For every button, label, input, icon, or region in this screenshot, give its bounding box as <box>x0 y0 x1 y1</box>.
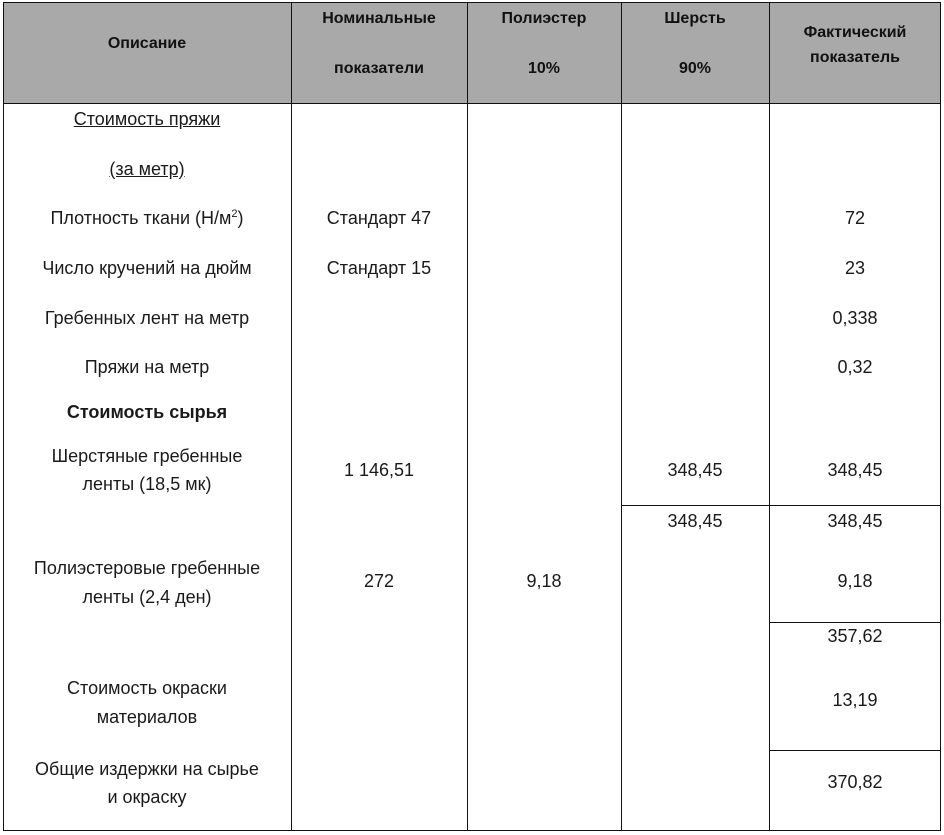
dyeing-label-line2: материалов <box>96 707 198 727</box>
yarn-per-meter-actual: 0,32 <box>837 357 873 377</box>
grid-line <box>3 2 941 3</box>
yarn-per-meter-label: Пряжи на метр <box>84 357 210 377</box>
twists-nominal: Стандарт 15 <box>326 258 432 278</box>
fabric-density-actual: 72 <box>844 208 866 228</box>
grid-line <box>769 2 770 831</box>
wool-tapes-actual: 348,45 <box>827 460 883 480</box>
twists-label: Число кручений на дюйм <box>42 258 252 278</box>
header-wool-line1: Шерсть <box>664 10 726 27</box>
raw-cost-title: Стоимость сырья <box>66 402 228 422</box>
dyeing-label-line1: Стоимость окраски <box>67 678 227 698</box>
polyester-tapes-label-line1: Полиэстеровые гребенные <box>33 558 261 578</box>
header-polyester-line1: Полиэстер <box>501 10 587 27</box>
grid-line <box>467 2 468 831</box>
fabric-density-nominal: Стандарт 47 <box>326 208 432 228</box>
combed-tapes-label: Гребенных лент на метр <box>44 308 250 328</box>
grid-line <box>621 505 941 506</box>
yarn-cost-title: Стоимость пряжи <box>73 109 221 129</box>
grid-line <box>291 2 292 831</box>
header-polyester-line2: 10% <box>527 60 561 77</box>
polyester-tapes-actual: 9,18 <box>837 571 873 591</box>
wool-tapes-wool: 348,45 <box>667 460 723 480</box>
total-actual: 370,82 <box>827 772 883 792</box>
total-label-line2: и окраску <box>107 787 187 807</box>
header-actual-line2: показатель <box>810 49 900 66</box>
header-nominal-line1: Номинальные <box>322 10 436 27</box>
grid-line <box>3 830 941 831</box>
wool-tapes-label-line2: ленты (18,5 мк) <box>82 474 212 494</box>
combed-tapes-actual: 0,338 <box>832 308 878 328</box>
grid-line <box>769 750 941 751</box>
header-description: Описание <box>107 35 187 52</box>
subtotal-wool: 348,45 <box>667 511 723 531</box>
grid-line <box>769 622 941 623</box>
dyeing-actual: 13,19 <box>832 690 878 710</box>
polyester-tapes-polyester: 9,18 <box>526 571 562 591</box>
header-wool-line2: 90% <box>678 60 712 77</box>
fabric-density-label: Плотность ткани $(Н/м^2)$ <box>50 208 244 228</box>
wool-tapes-label-line1: Шерстяные гребенные <box>51 446 243 466</box>
grid-line <box>3 103 941 104</box>
header-nominal-line2: показатели <box>334 60 424 77</box>
twists-actual: 23 <box>844 258 866 278</box>
header-actual-line1: Фактический <box>803 24 907 41</box>
subtotal-actual: 348,45 <box>827 511 883 531</box>
wool-tapes-nominal: 1 146,51 <box>343 460 415 480</box>
polyester-tapes-nominal: 272 <box>363 571 395 591</box>
total-label-line1: Общие издержки на сырье <box>35 759 259 779</box>
yarn-cost-subtitle: (за метр) <box>109 159 185 179</box>
polyester-tapes-label-line2: ленты (2,4 ден) <box>82 587 212 607</box>
raw-total-actual: 357,62 <box>827 626 883 646</box>
grid-line <box>621 2 622 831</box>
grid-line <box>940 2 941 831</box>
grid-line <box>3 2 4 831</box>
